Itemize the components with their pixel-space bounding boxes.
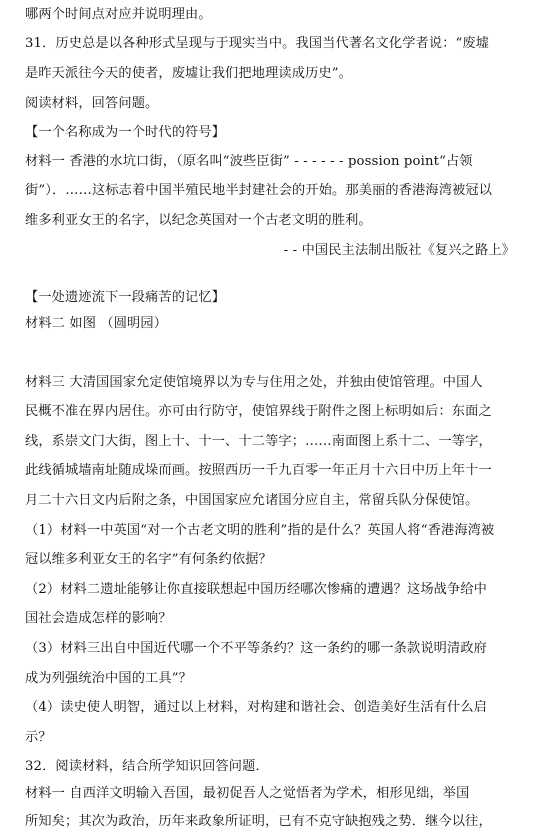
text-line: 阅读材料，回答问题。 xyxy=(25,96,159,111)
material-three: 材料三 大清国国家允定使馆境界以为专与住用之处，并独由使馆管理。中国人 xyxy=(25,375,483,390)
sub-question-3: （3）材料三出自中国近代哪一个不平等条约？这一条约的哪一条款说明清政府 xyxy=(25,641,488,656)
text-line: 街”）．……这标志着中国半殖民地半封建社会的开始。那美丽的香港海湾被冠以 xyxy=(25,183,493,198)
text-line: 线，系崇文门大街，图上十、十一、十二等字；……南面图上系十二、一等字， xyxy=(25,434,492,449)
text-line: 国社会造成怎样的影响？ xyxy=(25,611,172,626)
text-line: 成为列强统治中国的工具”？ xyxy=(25,671,192,686)
material-two: 材料二 如图 （圆明园） xyxy=(25,316,168,331)
text-line: 民概不准在界内居住。亦可由行防守，使馆界线于附件之图上标明如后：东面之 xyxy=(25,404,492,419)
question-31-stem: 31．历史总是以各种形式呈现与于现实当中。我国当代著名文化学者说：“废墟 xyxy=(25,36,490,51)
section-heading: 【一处遗迹流下一段痛苦的记忆】 xyxy=(25,290,226,305)
text-line: 哪两个时间点对应并说明理由。 xyxy=(25,7,212,22)
text-line: 维多利亚女王的名字，以纪念英国对一个古老文明的胜利。 xyxy=(25,213,372,228)
text-line: 此线循城墙南址随成垛而画。按照西历一千九百零一年正月十六日中历上年十一 xyxy=(25,463,492,478)
text-line: 月二十六日文内后附之条，中国国家应允诸国分应自主，常留兵队分保使馆。 xyxy=(25,493,479,508)
section-heading: 【一个名称成为一个时代的符号】 xyxy=(25,125,226,140)
question-32-stem: 32．阅读材料，结合所学知识回答问题． xyxy=(25,759,269,774)
text-line: 冠以维多利亚女王的名字”有何条约依据？ xyxy=(25,552,272,567)
material-one-q32: 材料一 自西洋文明输入吾国，最初促吾人之觉悟者为学术，相形见绌，举国 xyxy=(25,786,470,801)
sub-question-2: （2）材料二遗址能够让你直接联想起中国历经哪次惨痛的遭遇？这场战争给中 xyxy=(25,582,488,597)
sub-question-4: （4）读史使人明智，通过以上材料，对构建和谐社会、创造美好生活有什么启 xyxy=(25,700,488,715)
text-line: 是昨天派往今天的使者，废墟让我们把地理读成历史”。 xyxy=(25,66,352,81)
text-line: 示？ xyxy=(25,730,52,745)
sub-question-1: （1）材料一中英国“对一个古老文明的胜利”指的是什么？英国人将“香港海湾被 xyxy=(25,523,495,538)
text-line: 所知矣；其次为政治，历年来政象所证明，已有不克守缺抱残之势．继今以往， xyxy=(25,814,492,829)
citation-source: - - 中国民主法制出版社《复兴之路上》 xyxy=(283,243,515,258)
material-one: 材料一 香港的水坑口街，（原名叫“波些臣街” - - - - - - possion point“占领 xyxy=(25,154,473,169)
